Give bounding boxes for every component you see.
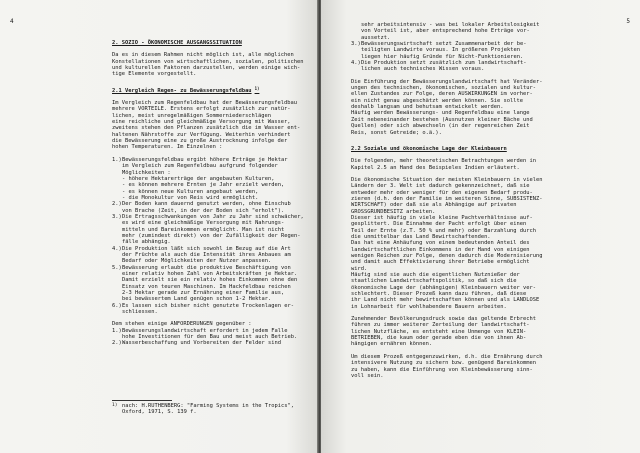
text-line: ein nicht genau abgeschätzt werden können. Sie sollte (351, 97, 524, 104)
list-item-text (122, 201, 291, 214)
list-item-number: 2.) (112, 340, 122, 347)
text-line: gesplittert. Die Einnahme der Pacht erfolgt über einen (351, 221, 527, 228)
paragraph (351, 158, 542, 171)
text-line: zieren (d.h. den der Familie im weiteren Sinne, SUBSISTENZ- (351, 195, 543, 202)
requirements-list (112, 328, 304, 347)
left-page (0, 0, 318, 453)
text-line: Bewässerungsfeldbau ergibt höhere Erträge je Hektar (122, 156, 288, 163)
text-line: Um diesem Prozeß entgegenzuwirken, d.h. die Ernährung durch (351, 353, 543, 360)
list-item-number: 6.) (112, 302, 122, 309)
text-line: im Vergleich zum Regenfeldbau aufgrund folgender (122, 163, 278, 170)
requirements-list (351, 41, 542, 73)
list-item-text (122, 340, 281, 346)
paragraph (351, 354, 542, 379)
list-item-text (122, 246, 291, 265)
text-line: landwirtschaftlichen Einkommens in der Hand von einigen (351, 246, 530, 253)
text-line: mitteln und Bareinkommen ermöglicht. Man ist nicht (122, 226, 285, 233)
text-line: ellen Zustandes zur Folge, deren AUSWIRKUNGEN im vorher- (351, 91, 533, 98)
text-line: aussetzt. (361, 34, 391, 41)
text-line: Die Einführung der Bewässerungslandwirtschaft hat Veränder- (351, 78, 543, 85)
text-line: Dieser ist häufig in viele kleine Pachtverhältnisse auf- (351, 214, 533, 221)
list-item-text (122, 157, 288, 201)
text-line: mehrere VORTEILE. Erstens erfolgt zusätzlich zur natür- (112, 106, 291, 113)
list-item-text (122, 303, 294, 316)
text-line: lichen Nutzfläche, es entsteht eine Unmenge von KLEIN- (351, 328, 527, 335)
text-line: zweitens stehen den Pflanzen zusätzlich die im Wasser ent- (112, 125, 301, 132)
section-heading: 2.2 Soziale und ökonomische Lage der Kleinbauern (351, 145, 507, 152)
text-line: - es können mehrere Ernten je Jahr erzielt werden, (122, 182, 285, 189)
text-line: 2-3 Hektar gerade zur Ernährung einer Familie aus, (122, 290, 285, 297)
list-item (112, 340, 304, 346)
list-item-number: 2.) (112, 201, 122, 208)
text-line: BETRIEBEN, die kaum oder gerade eben die von ihnen Ab- (351, 335, 527, 342)
text-line: Konstellationen von wirtschaftlichen, sozialen, politischen (112, 58, 304, 65)
list-item-number: 1.) (112, 327, 122, 334)
text-line: Bewässerungswirtschaft setzt Zusammenarbeit der be- (361, 41, 527, 48)
text-line: wird. (351, 265, 368, 272)
text-line: lichen auch technisches Wissen voraus. (361, 66, 485, 73)
text-line: ökonomische Lage der (abhängigen) Kleinbauern weiter ver- (351, 284, 536, 291)
text-line: entweder mehr oder weniger für den eigenen Bedarf produ- (351, 189, 533, 196)
text-line: Die Produktion läßt sich sowohl im Bezug auf die Art (122, 245, 291, 252)
section-heading: 2.1 Vergleich Regen- zu Bewässerungsfeldbau $^{1)}$ (112, 85, 260, 94)
list-item-number: 5.) (112, 264, 122, 271)
list-item (351, 60, 542, 73)
text-line: Bedarf oder Möglichkeiten der Nutzer anpassen. (122, 258, 272, 265)
continued-item (351, 22, 542, 41)
section-heading: 2. SOZIO - ÖKONOMISCHE AUSGANGSSITUATION (112, 40, 242, 46)
list-item-number: 4.) (351, 60, 361, 67)
footnote-text (122, 403, 294, 416)
text-line: Zeit nebeneinander bestehen (Ausnutzen kleiner Bäche und (351, 116, 533, 123)
list-item (112, 265, 304, 303)
advantages-list (112, 157, 304, 316)
text-line: hohen Temperaturen. Im Einzelnen : (112, 144, 223, 151)
text-line: von Vorteil ist, aber entsprechend hohe Erträge vor- (361, 28, 530, 35)
text-line: schlechtert. Dieser Prozeß kann dazu führen, daß diese (351, 291, 527, 298)
paragraph (351, 316, 542, 348)
text-line: intensivere Nutzung zu sichern bzw. genügend Bareinkommen (351, 360, 536, 367)
text-line: lichen, meist unregelmäßigen Sommerniederschlägen (112, 112, 272, 119)
text-line: ungen des technischen, ökonomischen, sozialen und kultur- (351, 85, 536, 92)
text-line: ihr Land nicht mehr bewirtschaften können und als LANDLOSE (351, 297, 540, 304)
text-line: WIRTSCHAFT) oder daß sie als Abhängige auf privaten (351, 202, 517, 209)
text-line: liegen hier häufig Gründe für Nicht-Funktionieren. (361, 53, 524, 60)
list-item-number: 3.) (112, 213, 122, 220)
footnote-ref: 1) (254, 85, 260, 91)
text-line: und damit auch Effektivierung ihrer Betriebe ermöglicht (351, 259, 530, 266)
text-line: einer relativ hohen Zahl von Arbeitskräften je Hektar. (122, 271, 298, 277)
text-line: Oxford, 1971, S. 139 f. (122, 409, 197, 416)
list-item-number: 3.) (351, 41, 361, 48)
list-item-number: 1.) (112, 156, 122, 163)
text-line: Möglichkeiten : (122, 169, 171, 176)
text-line: Zunehmender Bevölkerungsdruck sowie das geltende Erbrecht (351, 316, 536, 323)
section-paragraphs (351, 158, 542, 379)
list-item (112, 303, 304, 316)
text-line: nach: H.RUTHENBERG: "Farming Systems in the Tropics", (122, 403, 295, 409)
list-item-text (122, 214, 304, 246)
list-item (351, 41, 542, 60)
list-item (112, 328, 304, 341)
text-line: Quellen) oder sich abwechseln (in der regenreichen Zeit (351, 123, 530, 130)
text-line: Die Produktion setzt zusätzlich zum landwirtschaft- (361, 60, 527, 67)
list-item-text (361, 60, 527, 73)
page-number: 5 (626, 18, 630, 25)
text-line: Der Boden kann dauernd genutzt werden, ohne Einschub (122, 201, 291, 208)
text-line: Im Vergleich zum Regenfeldbau hat der Bewässerungsfeldbau (112, 100, 297, 107)
text-line: Bewässerungslandwirtschaft erfordert in jedem Falle (122, 327, 288, 334)
text-line: Reis, sonst Getreide; o.ä.). (351, 129, 442, 136)
text-line: bei bewässertem Land genügen schon 1-2 Hektar. (122, 296, 272, 303)
paragraph (351, 79, 542, 136)
footnote (112, 396, 294, 416)
list-item-text (122, 328, 297, 341)
text-line: tige Elemente vorgestellt. (112, 71, 197, 78)
text-line: teiligten Landwirte voraus. In größeren Projekten (361, 47, 521, 54)
text-line: Die ökonomische Situation der meisten Kleinbauern in vielen (351, 176, 543, 183)
list-item-text (361, 41, 527, 60)
text-line: - es können neue Kulturen angebaut werden, (122, 188, 259, 195)
text-line: Es lassen sich bisher nicht genutzte Trockenlagen er- (122, 302, 295, 309)
text-line: Häufig werden Bewässerungs- und Regenfeldbau eine lange (351, 110, 530, 117)
text-line: Die folgenden, mehr theoretischen Betrachtungen werden in (351, 158, 536, 165)
text-line: staatlichen Landwirtschaftspolitik, so daß sich die (351, 278, 517, 285)
text-line: führen zu immer weiterer Zerteilung der landwirtschaft- (351, 322, 530, 329)
list-item (112, 214, 304, 246)
text-line: - die Monokultur von Reis wird ermöglicht. (122, 194, 259, 201)
text-line: der Früchte als auch die Intensität ihres Anbaues am (122, 251, 291, 258)
text-line: es wird eine gleichmäßige Versorgung mit Nahrungs- (122, 220, 285, 227)
text-line: und kulturellen Faktoren darzustellen, werden einige wich- (112, 65, 301, 72)
paragraph (112, 100, 304, 151)
text-line: schliessen. (122, 309, 158, 316)
list-item-number: 4.) (112, 245, 122, 252)
text-line: wenigen Reichen zur Folge, denen dadurch die Modernisierung (351, 253, 543, 259)
text-line: zu haben, kann die Einführung von Kleinbewässerung sinn- (351, 366, 533, 373)
text-line: sehr arbeitsintensiv - was bei lokaler Arbeitslosigkeit (361, 22, 540, 28)
text-line: Ländern der 3. Welt ist dadurch gekennzeichnet, daß sie (351, 183, 530, 190)
list-item (112, 201, 304, 214)
text-line: Wasserbeschaffung und Vorbereiten der Felder sind (122, 340, 282, 347)
text-line: hohe Investitionen für den Bau und meist auch Betrieb. (122, 334, 298, 341)
text-line: die Bewässerung eine zu große Austrocknung infolge der (112, 138, 288, 145)
left-page-body (112, 40, 304, 347)
footnote-rule (112, 400, 172, 401)
text-line: fälle abhängig. (122, 239, 171, 246)
list-item (112, 157, 304, 201)
text-line: Das hat eine Anhäufung von einem bedeutenden Anteil des (351, 240, 530, 247)
text-line: voll sein. (351, 372, 384, 379)
list-item (112, 246, 304, 265)
section-intro (112, 52, 304, 77)
text-line: Bewässerung erlaubt die produktive Beschäftigung von (122, 264, 291, 271)
text-line: Häufig sind sie auch die eigentlichen Nutznießer der (351, 272, 520, 279)
text-line: Damit erzielt sie ein relativ hohes Einkommen ohne den (122, 277, 298, 284)
text-line: hängigen ernähren können. (351, 341, 433, 348)
page-number: 4 (10, 18, 14, 25)
text-line: Teil der Ernte (z.T. 50 % und mehr) oder Barzahlung durch (351, 227, 536, 234)
text-line: Die Ertragsschwankungen von Jahr zu Jahr sind schwächer, (122, 213, 304, 220)
text-line: GROSSGRUNDBESITZ arbeiten. (351, 208, 436, 215)
footnote-mark: 1) (112, 403, 118, 408)
text-line: in Lohnarbeit für wohlhabendere Bauern arbeiten. (351, 303, 507, 310)
text-line: Einsatz von teuren Maschinen. Im Hackfeldbau reichen (122, 283, 291, 290)
text-line: die unmittelbar das Land Bewirtschaftenden. (351, 233, 491, 240)
requirements-intro: Dem stehen einige ANFORDERUNGEN gegenüber : (112, 321, 252, 328)
text-line: Kapitel 2.5 an Hand des Beispieles Indien erläutert. (351, 164, 520, 171)
right-page (321, 0, 640, 453)
paragraph (351, 177, 542, 310)
list-item-text (122, 265, 297, 303)
right-page-body (351, 22, 542, 379)
text-line: Da es in diesem Rahmen nicht möglich ist, alle möglichen (112, 52, 294, 59)
text-line: - höhere Hektarerträge der angebauten Kulturen, (122, 175, 275, 182)
text-line: von Brache (Zeit, in der der Boden sich "erholt"). (122, 207, 285, 214)
text-line: deshalb langsam und behutsam entwickelt werden. (351, 104, 504, 111)
text-line: haltenen Nährstoffe zur Verfügung. Weiterhin verhindert (112, 131, 291, 138)
text-line: eine reichliche und gleichmäßige Versorgung mit Wasser, (112, 119, 291, 126)
text-line: mehr (zumindest direkt) von der Zufälligkeit der Regen- (122, 232, 301, 239)
